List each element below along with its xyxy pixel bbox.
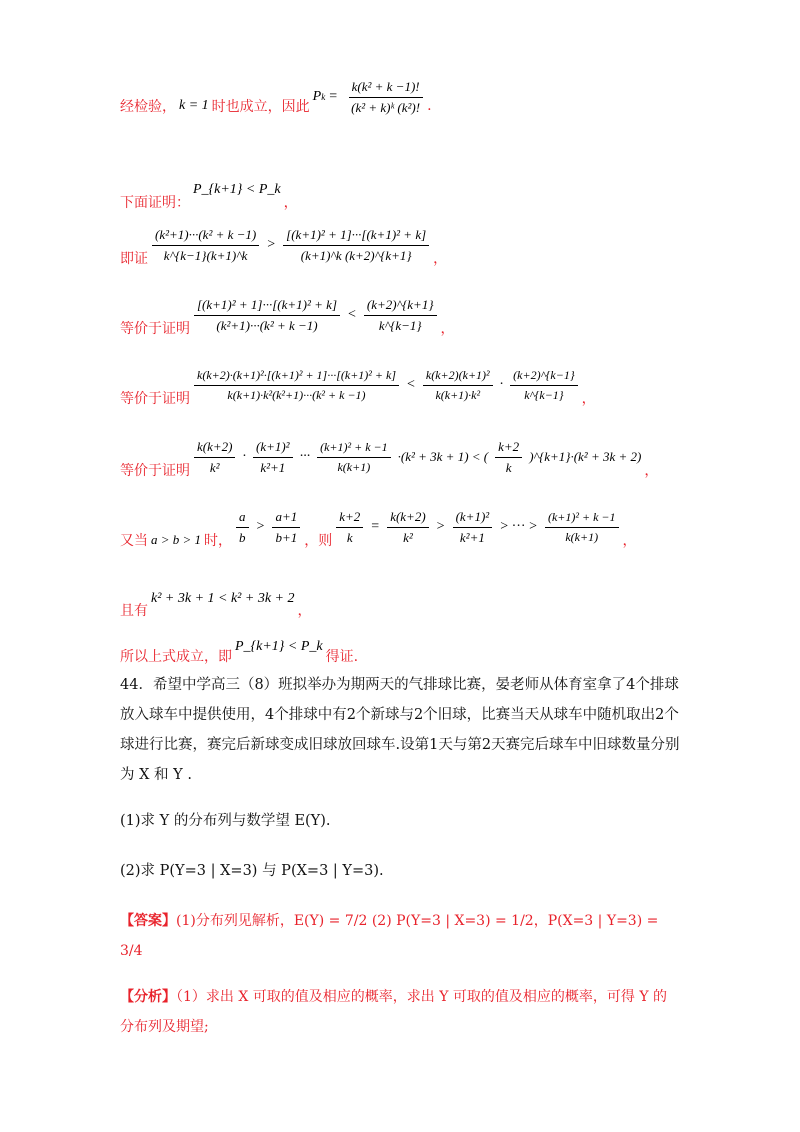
l6-tail2: )^{k+1}·(k² + 3k + 2)	[529, 449, 642, 464]
l7-frac-c	[336, 509, 363, 546]
l7-op3: >	[436, 519, 445, 534]
prove-end: ，	[283, 195, 298, 211]
l5-left-num: k(k+2)·(k+1)²·[(k+1)² + 1]···[(k+1)² + k]	[194, 368, 399, 386]
and-math: k² + 3k + 1 < k² + 3k + 2	[151, 591, 295, 606]
l4-end: ，	[440, 321, 455, 337]
equiv-line-3	[120, 434, 658, 480]
l7-op1: >	[256, 519, 265, 534]
l3-left-fraction	[152, 227, 259, 264]
analysis-tag: 【分析】	[120, 989, 176, 1005]
l6-num-b: (k+1)²	[253, 439, 293, 458]
l5-mid-den: k(k+1)·k²	[435, 387, 481, 402]
l6-dot: ·	[242, 449, 246, 464]
l6-num-c: (k+1)² + k −1	[317, 440, 391, 458]
check-end: .	[427, 98, 432, 114]
l3-left-den: k^{k−1}(k+1)^k	[163, 247, 248, 263]
l7-den-a: b	[239, 529, 246, 545]
conclusion-math: P_{k+1} < P_k	[235, 639, 323, 654]
also-text: 又当	[120, 533, 148, 549]
l3-right-fraction	[283, 227, 429, 264]
and-line	[120, 578, 312, 620]
l7-frac-e	[453, 509, 493, 546]
l7-den-d: k²	[403, 529, 413, 545]
l7-den-c: k	[346, 529, 353, 545]
l3-right-num: [(k+1)² + 1]···[(k+1)² + k]	[283, 227, 429, 246]
pk-symbol: P k =	[312, 89, 338, 104]
l5-right-den: k^{k−1}	[524, 387, 564, 402]
l7-end: ，	[622, 533, 637, 549]
answer-tag: 【答案】	[120, 913, 176, 929]
pk-fraction	[348, 79, 423, 116]
l5-right-fraction	[510, 368, 578, 403]
answer-block	[120, 906, 680, 966]
l7-den-b: b+1	[275, 529, 298, 545]
l5-left-den: k(k+1)·k²(k²+1)···(k² + k −1)	[227, 387, 366, 402]
l4-left-num: [(k+1)² + 1]···[(k+1)² + k]	[194, 297, 340, 316]
l3-end: ，	[433, 251, 448, 267]
l7-op4: > ··· >	[500, 519, 537, 534]
l6-den-c: k(k+1)	[337, 459, 371, 474]
l6-frac-c	[317, 440, 391, 475]
l7-op2: =	[371, 519, 380, 534]
equiv-line-2	[120, 362, 596, 408]
k-equals-1: k = 1	[179, 98, 209, 113]
l6-num-a: k(k+2)	[194, 439, 235, 458]
l4-op: <	[348, 307, 356, 322]
equiv-text-2: 等价于证明	[120, 391, 190, 407]
l4-right-den: k^{k−1}	[378, 317, 422, 333]
answer-text: (1)分布列见解析，E(Y) = 7/2 (2) P(Y=3 | X=3) = 1/2，P(X=3 | Y=3) = 3/4	[120, 913, 659, 959]
also-line	[120, 504, 637, 550]
l5-left-fraction	[194, 368, 399, 403]
l4-right-fraction	[364, 297, 437, 334]
check-text-b: 时也成立，因此	[211, 99, 310, 115]
l5-dot: ·	[499, 377, 504, 392]
l7-frac-f	[545, 510, 619, 545]
l3-right-den: (k+1)^k (k+2)^{k+1}	[300, 247, 412, 263]
check-text: 经检验，	[120, 99, 176, 115]
l5-right-num: (k+2)^{k−1}	[510, 368, 578, 386]
namely-text: 即证	[120, 251, 148, 267]
and-end: ，	[297, 603, 312, 619]
pk-denominator: (k² + k)ᵏ (k²)!	[351, 99, 421, 115]
l5-mid-fraction	[423, 368, 493, 403]
pk-numerator: k(k² + k −1)!	[349, 79, 423, 98]
analysis-block	[120, 982, 680, 1042]
pk-letter: P	[312, 89, 322, 104]
l4-right-num: (k+2)^{k+1}	[364, 297, 437, 316]
check-line	[120, 78, 432, 116]
l6-dots: ···	[299, 449, 311, 464]
prove-math: P_{k+1} < P_k	[193, 182, 281, 197]
l4-left-den: (k²+1)···(k² + k −1)	[216, 317, 318, 333]
prove-text: 下面证明：	[120, 195, 190, 211]
l6-den-d: k	[505, 459, 512, 475]
conclusion-line	[120, 628, 358, 666]
l7-then: ，则	[304, 533, 333, 549]
l6-num-d: k+2	[495, 439, 522, 458]
l7-frac-b	[272, 509, 300, 546]
l5-end: ，	[581, 391, 596, 407]
analysis-text: （1）求出 X 可取的值及相应的概率，求出 Y 可取的值及相应的概率，可得 Y 的分布列及期望;	[120, 989, 668, 1035]
l3-left-num: (k²+1)···(k² + k −1)	[152, 227, 259, 246]
also-text-b: 时，	[204, 533, 233, 549]
l3-op: >	[267, 237, 276, 252]
equiv-line-1	[120, 292, 455, 338]
l6-den-a: k²	[209, 459, 220, 475]
and-text: 且有	[120, 603, 148, 619]
l7-num-b: a+1	[272, 509, 300, 528]
prove-line	[120, 172, 298, 212]
l4-left-fraction	[194, 297, 340, 334]
question-2: (2)求 P(Y=3 | X=3) 与 P(X=3 | Y=3).	[120, 863, 384, 879]
l6-frac-b	[253, 439, 293, 476]
l5-op: <	[406, 377, 415, 392]
l6-frac-d	[495, 439, 522, 476]
l7-frac-d	[387, 509, 428, 546]
equiv-text-3: 等价于证明	[120, 463, 190, 479]
l7-num-d: k(k+2)	[387, 509, 428, 528]
problem-44-statement: 44．希望中学高三（8）班拟举办为期两天的气排球比赛，晏老师从体育室拿了4个排球放入球车中提供使用，4个排球中有2个新球与2个旧球，比赛当天从球车中随机取出2个球进行比赛，赛完后新球变成旧球放回球车.设第1天与第2天赛完后球车中旧球数量分别为 X 和 Y .	[120, 677, 680, 783]
l6-end: ，	[644, 463, 659, 479]
equiv-text-1: 等价于证明	[120, 321, 190, 337]
l7-den-e: k²+1	[459, 529, 485, 545]
conclusion-end: 得证.	[325, 649, 359, 665]
l6-frac-a	[194, 439, 235, 476]
l6-den-b: k²+1	[260, 459, 286, 475]
pk-sub: k	[321, 92, 326, 102]
l6-tail: ·(k² + 3k + 1) < (	[397, 449, 489, 464]
question-1: (1)求 Y 的分布列与数学望 E(Y).	[120, 813, 331, 829]
l7-num-a: a	[236, 509, 249, 528]
l7-num-f: (k+1)² + k −1	[545, 510, 619, 528]
namely-line	[120, 222, 447, 268]
l7-num-c: k+2	[336, 509, 363, 528]
conclusion-text: 所以上式成立，即	[120, 649, 232, 665]
l5-mid-num: k(k+2)(k+1)²	[423, 368, 493, 386]
l7-num-e: (k+1)²	[453, 509, 493, 528]
l7-den-f: k(k+1)	[565, 529, 599, 544]
also-cond: a > b > 1	[151, 532, 202, 547]
l7-frac-a	[236, 509, 249, 546]
